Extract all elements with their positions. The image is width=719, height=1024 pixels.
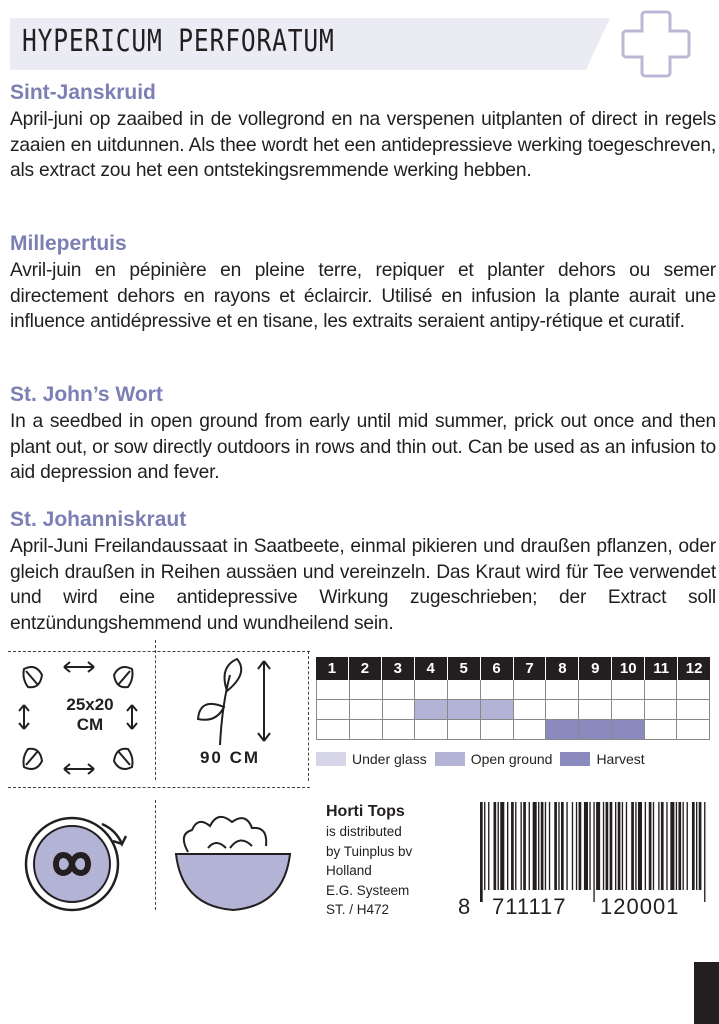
section-heading: St. Johanniskraut [10, 508, 187, 531]
perennial-infinity-icon [18, 808, 130, 918]
barcode-bar [511, 802, 514, 890]
barcode-bar [480, 802, 483, 902]
barcode-bar [533, 802, 537, 890]
section-french [10, 231, 716, 335]
barcode-bar [631, 802, 634, 890]
calendar-cell [677, 700, 710, 719]
distributor-line: ST. / H472 [326, 902, 390, 917]
section-heading: St. John’s Wort [10, 383, 163, 406]
barcode-bar [566, 802, 567, 890]
barcode-bar [661, 802, 664, 890]
calendar-cell [645, 680, 678, 699]
barcode-bar [584, 802, 588, 890]
calendar-month: 3 [382, 657, 415, 680]
barcode-bar [541, 802, 544, 890]
barcode-bar [687, 802, 688, 890]
sowing-calendar [316, 657, 710, 740]
barcode-bar [529, 802, 530, 890]
barcode-left-group: 711117 [492, 894, 567, 919]
salad-bowl-icon [168, 808, 298, 918]
barcode-bar [589, 802, 590, 890]
barcode-bar [666, 802, 667, 890]
spacing-label [50, 695, 130, 735]
barcode-bar [488, 802, 489, 890]
barcode-bar [484, 802, 485, 890]
calendar-cell [383, 720, 416, 739]
barcode-bar [610, 802, 613, 890]
barcode-bar [538, 802, 539, 890]
calendar-cell [612, 700, 645, 719]
calendar-cell [677, 680, 710, 699]
calendar-row-under-glass [316, 680, 710, 700]
section-heading: Sint-Janskruid [10, 81, 156, 104]
legend-under-glass [316, 751, 431, 767]
section-body: April-juni op zaaibed in de vollegrond en na verspenen uitplanten of direct in regels zaaien en uitdunnen. Als thee wordt het een antidepressieve werking toegeschreven, als extract zou het een ontstekingsremmende werking hebben. [10, 109, 716, 181]
calendar-cell [546, 720, 579, 739]
barcode-bar [670, 802, 674, 890]
edge-marker [694, 962, 719, 1024]
calendar-cell [415, 720, 448, 739]
calendar-month: 10 [612, 657, 645, 680]
calendar-month: 12 [685, 660, 703, 677]
barcode-right-group: 120001 [600, 894, 680, 919]
calendar-cell [481, 680, 514, 699]
legend-swatch [435, 752, 465, 766]
calendar-cell [645, 720, 678, 739]
barcode-bar [622, 802, 623, 890]
legend-label: Harvest [596, 751, 645, 767]
spacing-unit: CM [76, 715, 104, 734]
barcode-bar [615, 802, 616, 890]
barcode-bar [561, 802, 564, 890]
legend-label: Open ground [470, 751, 553, 767]
barcode-bar [618, 802, 621, 890]
barcode-bar [704, 802, 705, 902]
plant-height-icon [180, 655, 280, 750]
section-english [10, 382, 716, 486]
calendar-month: 4 [415, 657, 448, 680]
calendar-cell [546, 700, 579, 719]
barcode-bar [696, 802, 697, 890]
calendar-legend [316, 751, 653, 767]
calendar-cell [350, 700, 383, 719]
calendar-cell [579, 720, 612, 739]
calendar-month: 2 [349, 657, 382, 680]
product-title: HYPERICUM PERFORATUM [22, 24, 335, 59]
barcode-bar [638, 802, 642, 890]
calendar-month: 5 [448, 657, 481, 680]
calendar-cell [645, 700, 678, 719]
calendar-cell [383, 700, 416, 719]
calendar-months [316, 657, 710, 680]
legend-open-ground [435, 751, 557, 767]
legend-swatch [316, 752, 346, 766]
distributor-line: E.G. Systeem [326, 882, 410, 898]
barcode-bar [603, 802, 604, 890]
calendar-cell [612, 720, 645, 739]
section-heading: Millepertuis [10, 232, 127, 255]
spacing-value: 25x20 [66, 695, 114, 714]
barcode-bar [549, 802, 550, 890]
calendar-cell [514, 700, 547, 719]
barcode-bar [626, 802, 627, 890]
barcode-bar [645, 802, 646, 890]
barcode-bar [521, 802, 522, 890]
distributor-line: Holland [326, 863, 372, 878]
barcode-bar [649, 802, 652, 890]
calendar-row-harvest [316, 720, 710, 740]
calendar-cell [579, 700, 612, 719]
section-body: Avril-juin en pépinière en pleine terre, repiquer et planter dehors ou semer directement dehors en rayons et éclaircir. Utilisé en infusion la plante aurait une influence antidépressive et en tisane, les extraits seraient antipy-rétique et curatif. [10, 260, 716, 332]
section-dutch [10, 80, 716, 184]
barcode-bar [523, 802, 526, 890]
barcode-bar [635, 802, 636, 890]
calendar-month: 6 [481, 657, 514, 680]
calendar-cell [383, 680, 416, 699]
distributor-info [326, 802, 412, 920]
calendar-cell [316, 720, 350, 739]
plant-height-label: 90 CM [199, 748, 261, 767]
barcode [478, 802, 710, 902]
barcode-first-digit: 8 [458, 894, 472, 919]
calendar-cell [448, 700, 481, 719]
barcode-bar [579, 802, 582, 890]
calendar-cell [579, 680, 612, 699]
calendar-month: 11 [645, 657, 678, 680]
barcode-bar [558, 802, 559, 890]
calendar-month: 9 [579, 657, 612, 680]
divider-left [155, 640, 156, 780]
barcode-bar [494, 802, 497, 890]
calendar-cell [514, 720, 547, 739]
barcode-bar [576, 802, 577, 890]
divider-middle [8, 787, 310, 788]
barcode-bar [545, 802, 546, 890]
calendar-cell [546, 680, 579, 699]
calendar-cell [448, 720, 481, 739]
calendar-cell [316, 700, 350, 719]
barcode-bar [572, 802, 573, 890]
calendar-month: 7 [514, 657, 547, 680]
calendar-cell [316, 680, 350, 699]
calendar-cell [350, 680, 383, 699]
divider-lower [155, 800, 156, 910]
barcode-bar [500, 802, 504, 890]
section-german [10, 507, 716, 636]
brand-name: Horti Tops [326, 803, 405, 820]
barcode-bar [692, 802, 695, 890]
distributor-line: by Tuinplus bv [326, 843, 413, 859]
barcode-bar [498, 802, 499, 890]
calendar-month: 8 [546, 657, 579, 680]
calendar-cell [481, 720, 514, 739]
legend-harvest [560, 751, 648, 767]
medicinal-cross-icon [618, 6, 694, 82]
barcode-bar [593, 802, 594, 902]
calendar-cell [415, 680, 448, 699]
barcode-bar [699, 802, 702, 890]
barcode-bar [606, 802, 609, 890]
barcode-bar [676, 802, 677, 890]
calendar-month: 1 [316, 657, 349, 680]
calendar-cell [350, 720, 383, 739]
barcode-bar [678, 802, 681, 890]
distributor-line: is distributed [326, 824, 402, 839]
legend-swatch [560, 752, 590, 766]
calendar-cell [514, 680, 547, 699]
barcode-bar [515, 802, 516, 890]
barcode-bar [554, 802, 557, 890]
calendar-cell [448, 680, 481, 699]
barcode-bar [507, 802, 508, 890]
calendar-row-open-ground [316, 700, 710, 720]
section-body: April-Juni Freilandaussaat in Saatbeete, einmal pikieren und draußen pflanzen, oder gleich draußen in Reihen aussäen und vereinzeln. Das Kraut wird für Tee verwendet und wird eine antidepressive Wirkung zugeschrieben; der Extract soll entzündungshemmend und wundheilend sein. [10, 536, 716, 634]
divider-top [8, 651, 310, 652]
barcode-bar [596, 802, 600, 890]
section-body: In a seedbed in open ground from early until mid summer, prick out once and then plant out, or sow directly outdoors in rows and thin out. Can be used as an infusion to aid depression and fever. [10, 411, 716, 483]
barcode-bar [658, 802, 659, 890]
barcode-bar [653, 802, 654, 890]
calendar-cell [481, 700, 514, 719]
legend-label: Under glass [352, 751, 427, 767]
barcode-bar [683, 802, 684, 890]
divider-right [308, 651, 309, 781]
calendar-rows [316, 680, 710, 740]
calendar-cell [677, 720, 710, 739]
calendar-cell [415, 700, 448, 719]
calendar-cell [612, 680, 645, 699]
